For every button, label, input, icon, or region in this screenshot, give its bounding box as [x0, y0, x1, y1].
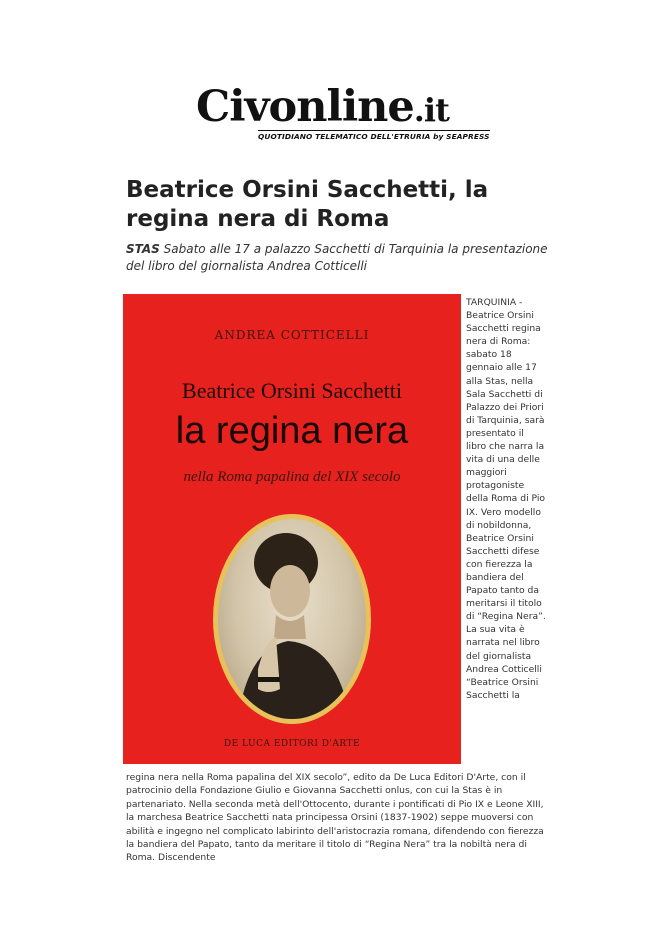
logo-tld: .it [413, 91, 449, 129]
article-headline: Beatrice Orsini Sacchetti, la regina nera di Roma [126, 177, 489, 232]
cover-subject-name: Beatrice Orsini Sacchetti [182, 378, 402, 403]
portrait-frame [213, 514, 371, 724]
logo-main: Civonline [196, 82, 414, 132]
cover-subtitle: nella Roma papalina del XIX secolo [183, 469, 401, 485]
cover-title: la regina nera [175, 410, 409, 452]
article-side-column: TARQUINIA - Beatrice Orsini Sacchetti regina nera di Roma: sabato 18 gennaio alle 17 alla Stas, nella Sala Sacchetti di Palazzo dei Priori di Tarquinia, sarà presentato il libro che narra la vita di una delle maggiori protagoniste della Roma di Pio IX. Vero modello di nobildonna, Beatrice Orsini Sacchetti difese con fierezza la bandiera del Papato tanto da meritarsi il titolo di “Regina Nera”. La sua vita è narrata nel libro del giornalista Andrea Cotticelli “Beatrice Orsini Sacchetti la [466, 297, 546, 701]
cover-author: ANDREA COTTICELLI [214, 328, 370, 342]
article-body-text: regina nera nella Roma papalina del XIX secolo”, edito da De Luca Editori D'Arte, con il patrocinio della Fondazione Giulio e Giovanna Sacchetti onlus, con cui la Stas è in partenariato. Nella seconda metà dell'Ottocento, durante i pontificati di Pio IX e Leone XIII, la marchesa Beatrice Sacchetti nata principessa Orsini (1837-1902) seppe muoversi con abilità e ingegno nel complicato labirinto dell'aristocrazia romana, difendendo con fierezza la bandiera del Papato, tanto da meritare il titolo di “Regina Nera” tra la nobiltà nera di Roma. Discendente [126, 772, 544, 864]
subhead-tag: STAS [126, 242, 160, 256]
book-cover-image [123, 294, 461, 764]
portrait-photo [218, 519, 366, 719]
site-logo[interactable] [196, 84, 449, 133]
subhead-text: Sabato alle 17 a palazzo Sacchetti di Tarquinia la presentazione del libro del giornalista Andrea Cotticelli [126, 242, 548, 273]
cover-publisher: DE LUCA EDITORI D'ARTE [223, 739, 361, 749]
masthead [188, 84, 488, 144]
article-subhead [126, 241, 556, 275]
site-tagline: QUOTIDIANO TELEMATICO DELL'ETRURIA by SEAPRESS [258, 132, 490, 141]
portrait-figure [218, 519, 366, 719]
